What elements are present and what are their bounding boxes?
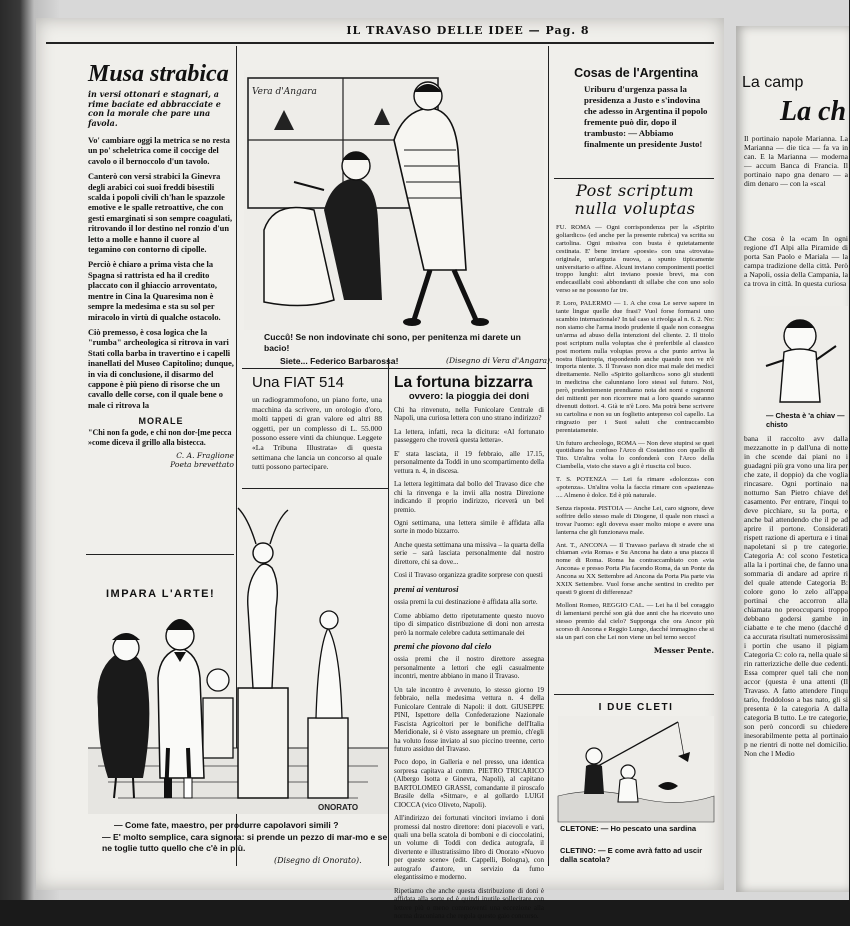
post-title-1: Post scriptum bbox=[575, 181, 695, 200]
post-bottom-rule bbox=[554, 694, 714, 695]
cleti-cartoon bbox=[558, 716, 714, 822]
cleti-line-1: CLETONE: — Ho pescato una sardina bbox=[560, 824, 697, 833]
fortuna-p13: All'indirizzo dei fortunati vincitori inviamo i doni promessi dal nostro direttore: doni piacevoli e vari, quali una bella scatola di bomboni e di cioccolatini, un volume di Toddi con dedica autografa, il divertente e illustratissimo libro di Onorato «Nuovo per queste scene» (edit. Cappelli, Bologna), con autografo d'autore, un servizio da fumo elegantissimo e moderno. bbox=[394, 814, 544, 882]
post-scriptum-article bbox=[556, 182, 714, 655]
right-page-caption: — Chesta è 'a chiav — chisto bbox=[766, 411, 845, 429]
fortuna-p1: Chi ha rinvenuto, nella Funicolare Centrale di Napoli, una curiosa lettera con uno strano indirizzo? bbox=[394, 406, 544, 423]
fortuna-p10: ossia premi che il nostro direttore assegna personalmente a lettori che egli casualmente incontri, mentre abbiano in mano il Travaso. bbox=[394, 655, 544, 681]
musa-signature: C. A. Fraglione bbox=[176, 450, 234, 460]
post-p3: Un futuro archeologo, ROMA — Non deve stupirsi se quei quotidiano ha confuso l'Arco di Costantino con quello di Tito. Un'altra volta lo confonderà con l'Arco della Ciambella, visto che stavo a gli è riuscita col buco. bbox=[556, 439, 714, 471]
fortuna-title: La fortuna bizzarra bbox=[394, 374, 533, 391]
impara-cartoon bbox=[88, 448, 388, 814]
argentina-bottom-rule bbox=[554, 178, 714, 179]
fortuna-p11: Un tale incontro è avvenuto, lo stesso giorno 19 febbraio, nella medesima vettura n. 4 della Funicolare Centrale di Napoli: il dott. GIUSEPPE PINI, Ispettore della Confederazione Nazionale Fascista Agricoltori per le bonifiche dell'Italia Meridionale, si è visto assegnare un premio, ch'egli ha voluto fosse inviato al suo piccino treenne, certo futuro assiduo del Travaso. bbox=[394, 685, 544, 753]
fortuna-p8: ossia premi la cui destinazione è affidata alla sorte. bbox=[394, 598, 538, 607]
vera-mark: Vera d'Angara bbox=[252, 87, 317, 97]
fiat-text: un radiogrammofono, un piano forte, una macchina da scrivere, un orologio d'oro, molti tappeti di gran valore ed altri 88 oggetti, per un complesso di L. 55.000 possono essere vinti da chiunque. Leggete «La Tribuna Illustrata» di questa settimana che lancia un concorso al quale tutti possono partecipare. bbox=[252, 395, 382, 472]
post-p5: Senza risposta. PISTOIA — Anche Lei, caro signore, deve soffrire dello stesso male di Diogene, il quale non riuscì a trovar l'uomo: egli doveva esser molto miope e avere una lanterna che gli funzionava male. bbox=[556, 504, 714, 536]
musa-stanza-2: Canterò con versi strabici la Ginevra degli arabici coi suoi freddi bisestili scalda i popoli civili ch'han le spazzole emotive e le spalle retroattive, che con gesti emarginati si son sempre coagulati, ritrovando il lor destino nel ronzio d'un letto a molle e hanno il cuore al tegamino con contorno di cipolle. bbox=[88, 172, 233, 255]
fortuna-h1: premi ai venturosi bbox=[394, 583, 459, 594]
musa-stanza-3: Perciò è chiaro a prima vista che la Spagna si rattrista ed ha il credito placcato con il ghiaccio arroventato, mentre in Cina la Quaresima non è sempre la medesima e sta su sol per miracolo in virtù di qualche ostacolo. bbox=[88, 260, 221, 322]
right-page-text-2: Che cosa è la «cam In ogni regione d'I Alpi alla Piramide di porta San Paolo e Mariala — la campa tradizione della città. Però a Napoli, ossia della Campania, la ca trova in città. In questa curiosa bbox=[744, 234, 848, 288]
fortuna-article bbox=[394, 374, 544, 926]
fortuna-p6: Anche questa settimana una missiva – la quarta della serie – sarà lasciata personalmente dal nostro direttore, chi sa dove... bbox=[394, 540, 544, 566]
musa-stanza-1: Vo' cambiare oggi la metrica se no resta un po' scheletrica come il coccige del cavolo o il bernoccolo d'un tavolo. bbox=[88, 136, 230, 166]
musa-morale: "Chi non fa gode, e chi non dor-[me pecca »come diceva il grillo alla bistecca. bbox=[88, 428, 232, 447]
musa-strabica-article bbox=[88, 62, 234, 469]
post-p4: T. S. POTENZA — Lei fa rimare «dolcezza» con «potenza». Un'altra volta la faccia rimare con «pazienza» .... Almeno è dolce. Ed è più naturale. bbox=[556, 476, 714, 499]
cartoon-bottom-rule bbox=[242, 368, 546, 369]
musa-title: Musa strabica bbox=[88, 61, 229, 87]
post-p6: Ant. T., ANCONA — Il Travaso parlava di strade che si chiaman «via Roma» e Su Ancona ha dato a una piazza il nome di Roma. Roma ha contraccambiato con «via Ancona» e presso Porta Pia facendo Roma, da un Ponte da Ancona su XX Settembre ad Ancona da Porta Pia parte via XXIX Settembre. Vuol forse anche sentirsi in credito per questi 9 giorni di differenza? bbox=[556, 541, 714, 596]
fortuna-h2: premi che piovono dal cielo bbox=[394, 640, 492, 651]
onorato-mark: ONORATO bbox=[318, 803, 359, 812]
column-rule-2 bbox=[548, 46, 549, 866]
top-cartoon bbox=[244, 70, 544, 330]
fortuna-p7: Così il Travaso organizza gradite sorprese con questi bbox=[394, 571, 543, 580]
right-page-text: Il portinaio napole Marianna. La Marianna — die tica — fa va in can. E la Marianna — moderna — accum Banca di Francia. Il portinaio napo gna denaro — a dim denaro — con la «scal bbox=[744, 134, 848, 188]
post-body bbox=[556, 224, 714, 641]
right-page-headline: La ch bbox=[780, 96, 847, 127]
head-rule bbox=[46, 42, 714, 44]
right-page-head: La camp bbox=[742, 74, 804, 91]
musa-stanza-4: Ciò premesso, è cosa logica che la "rumba" archeologica si ritrova in vari Stati colla barba in travertino e i capelli inanellati del Museo Capitolino; dunque, in via di conclusione, il disarmo del cappone è più pieno di risorse che un cavallo delle corse, con il quale bene o male ci ritrova la bbox=[88, 327, 234, 410]
post-title-2: nulla voluptas bbox=[574, 199, 696, 218]
adjacent-page bbox=[736, 26, 849, 892]
musa-poem bbox=[88, 136, 234, 411]
fortuna-p2: La lettera, infatti, reca la dicitura: «Al fortunato passeggero che troverà questa lettera». bbox=[394, 427, 544, 445]
column-rule-3 bbox=[388, 358, 389, 866]
cleti-title: I DUE CLETI bbox=[598, 702, 674, 713]
post-p1: FU. ROMA — Ogni corrispondenza per la «Spirito goliardico» (ed anche per la presente rubrica) va scritta su cartolina. Ogni missiva con busta è quietatamente cestinata. E' bene inviare «poesie» con una «trovata» originale, un'arguzia nuova, a spunto tipicamente universitario o affine. Alcuni inviano componimenti poetici troppo lunghi: altri inviano poesie brevi, ma con endecasillabi così abbondanti di sillabe che con uno solo verso se ne possono far tre. bbox=[556, 224, 714, 295]
doorman-icon bbox=[756, 306, 848, 410]
post-signature: Messer Pente. bbox=[653, 646, 714, 656]
impara-title: IMPARA L'ARTE! bbox=[106, 588, 216, 600]
fishing-men-icon bbox=[558, 716, 714, 822]
musa-signature-role: Poeta brevettato bbox=[170, 459, 234, 469]
impara-caption-1: — Come fate, maestro, per produrre capolavori simili ? bbox=[114, 820, 339, 830]
top-cartoon-credit: (Disegno di Vera d'Angara). bbox=[446, 356, 553, 365]
dancing-couple-icon bbox=[244, 70, 544, 330]
sculptor-drawing-icon bbox=[88, 448, 388, 814]
fiat-bottom-rule bbox=[242, 488, 388, 489]
newspaper-page bbox=[36, 18, 724, 921]
fortuna-body bbox=[394, 406, 544, 921]
top-cartoon-caption-2: Siete... Federico Barbarossa! bbox=[280, 356, 399, 366]
musa-morale-label: MORALE bbox=[138, 416, 184, 427]
argentina-article bbox=[558, 66, 714, 150]
cleti-line-2: CLETINO: — E come avrà fatto ad uscir dalla scatola? bbox=[560, 846, 703, 865]
running-head: IL TRAVASO DELLE IDEE — Pag. 8 bbox=[346, 24, 590, 37]
fortuna-p14: Ripetiamo che anche questa distribuzione di doni è affidata alla sorte ed è quindi inutile sollecitare con lettere più o meno commoventi una eccezione alla norma draconiana che regola questo gaio concorso. bbox=[394, 886, 544, 921]
right-page-text-3: bana il raccolto avv dalla mezzanotte in p dall'una di notte in che scende dai piani no i guadagni più gra vono una lira per che zate, il doppio) da che voglia rincasare. Ogni portinaio na notturno San Pietro chiave del casamento. Per entrare, l'inqui to deve picchiare, su la porta, e anche bal attendendo che il pe ad aprire il portone. Considerati rispett razione di apertura e i tinai napoletani si p tre categorie. Categoria A: col scono l'estetica alla la i portinai che, de fanno una sommaria di andare ad aprire ri del quale attende Categoria B: colore gono lo zelo all'appa portinai che accorron alla chiamata no preoccuparsi troppo debbano godersi gambe in ciabatte e te che meno (dacché d ca accurata risultati numerosissimi i portin che usano il pigiam Categoria C: colo ra, nella quale si rin ratterizziche delle due cedenti. Essa comprer quel tali che non accor (questa è una attenti (Il Travaso. A fatto attendere l'inqu tario, freddoloso a bas nato, gli si presenta è la categoria A dalla categoria B tutto. Le tre categorie, son però concordi su chiedere inesorabilmente petta al portinaio p ne rientri di notte nel domicilio. Non che l Medio bbox=[744, 434, 848, 758]
fortuna-p3: E' stata lasciata, il 19 febbraio, alle 17.15, personalmente da Toddi in uno scompartimento della vettura n. 4, in discesa. bbox=[394, 449, 544, 475]
top-cartoon-caption: Cucců! Se non indovinate chi sono, per penitenza mi darete un bacio! bbox=[264, 332, 521, 353]
post-p7: Molloni Romeo, REGGIO CAL. — Lei ha il bel coraggio di lamentarsi perché son già due anni che ha ricevuto uno stesso premio dal cielo? Supponga che ora Ancor più scorso di Ancona e Reggio Lungo, dacché immagino che si sia un pari con che Lei non viene un bel terno secco! bbox=[556, 601, 714, 641]
fiat-title: Una FIAT 514 bbox=[252, 374, 344, 391]
fortuna-p12: Poco dopo, in Galleria e nel presso, una identica sorpresa capitava al comm. PIETRO TRICARICO (Albergo Isotta e Ginevra, Napoli), al capitano BARTOLOMEO GRASSI, comandante il piroscafo Brasile della «Sitmar», e al gollardo LUIGI CIOCCA (vico Oliveto, Napoli). bbox=[394, 758, 544, 809]
argentina-title: Cosas de l'Argentina bbox=[574, 66, 698, 80]
right-page-cartoon bbox=[756, 306, 848, 410]
impara-caption-2: — E' molto semplice, cara signora: si prende un pezzo di mar-mo e se ne toglie tutto quello che c'è in più. bbox=[102, 832, 388, 853]
fiat-article bbox=[252, 374, 382, 472]
impara-credit: (Disegno di Onorato). bbox=[274, 856, 362, 865]
musa-intro: in versi ottonari e stagnari, a rime baciate ed abbracciate e con la morale che pare una favola. bbox=[88, 89, 221, 128]
fortuna-subtitle: ovvero: la pioggia dei doni bbox=[408, 391, 530, 402]
fortuna-p4: La lettera legittimata dal bollo del Travaso dice che chi la rinvenga e la invii alla nostra Direzione indicando il proprio indirizzo, riceverà un bel premio. bbox=[394, 480, 544, 514]
fortuna-p9: Come abbiamo detto ripetutamente questo nuovo tipo di simpatico distribuzione di doni non arresta però la normale celebre caduta settimanale dei bbox=[394, 611, 544, 637]
fortuna-p5: Ogni settimana, una lettera simile è affidata alla sorte in modo bizzarro. bbox=[394, 518, 544, 536]
argentina-text: Uriburu d'urgenza passa la presidenza a Justo e s'indovina che adesso in Argentina il popolo fremente può dir, dopo il trambusto: — Abbiamo finalmente un presidente Justo! bbox=[584, 84, 708, 149]
post-p2: P. Loro, PALERMO — 1. A che cosa Le serve sapere in tante lingue quelle due frasi? Vuol forse formarsi uno scambio internazionale? In tal caso si rivolga al n. 6. 2. No: non siamo che l'arma inodo prudente il quale non consegna un'arma ad abuso della intenzioni del cliente. 2. Il titolo post scriptum nulla voluptas che è preferibile al classico post mortem nulla voluptas prova a che punto arriva la nostra filantropia, rispondendo anche quando non ve n'è importa niente. 3. Il Travaso non dice mai male dei medici direttamente. Nello «Spirito goliardico» sono gli studenti in medicina che calunniano loro stessi sul futuro. Noi, però, prudentemente prendiamo nota dei nomi e cognomi dei mittenti per non ricorrere mai a loro quando saranno divenuti dottori. 4. Già te n'è Loro. Ma potrà bene scrivere su cartolina e non su un foglietto antepreso col capello. La ringrazio per i Suoi saluti che contraccambio perentatamente. bbox=[556, 300, 714, 434]
